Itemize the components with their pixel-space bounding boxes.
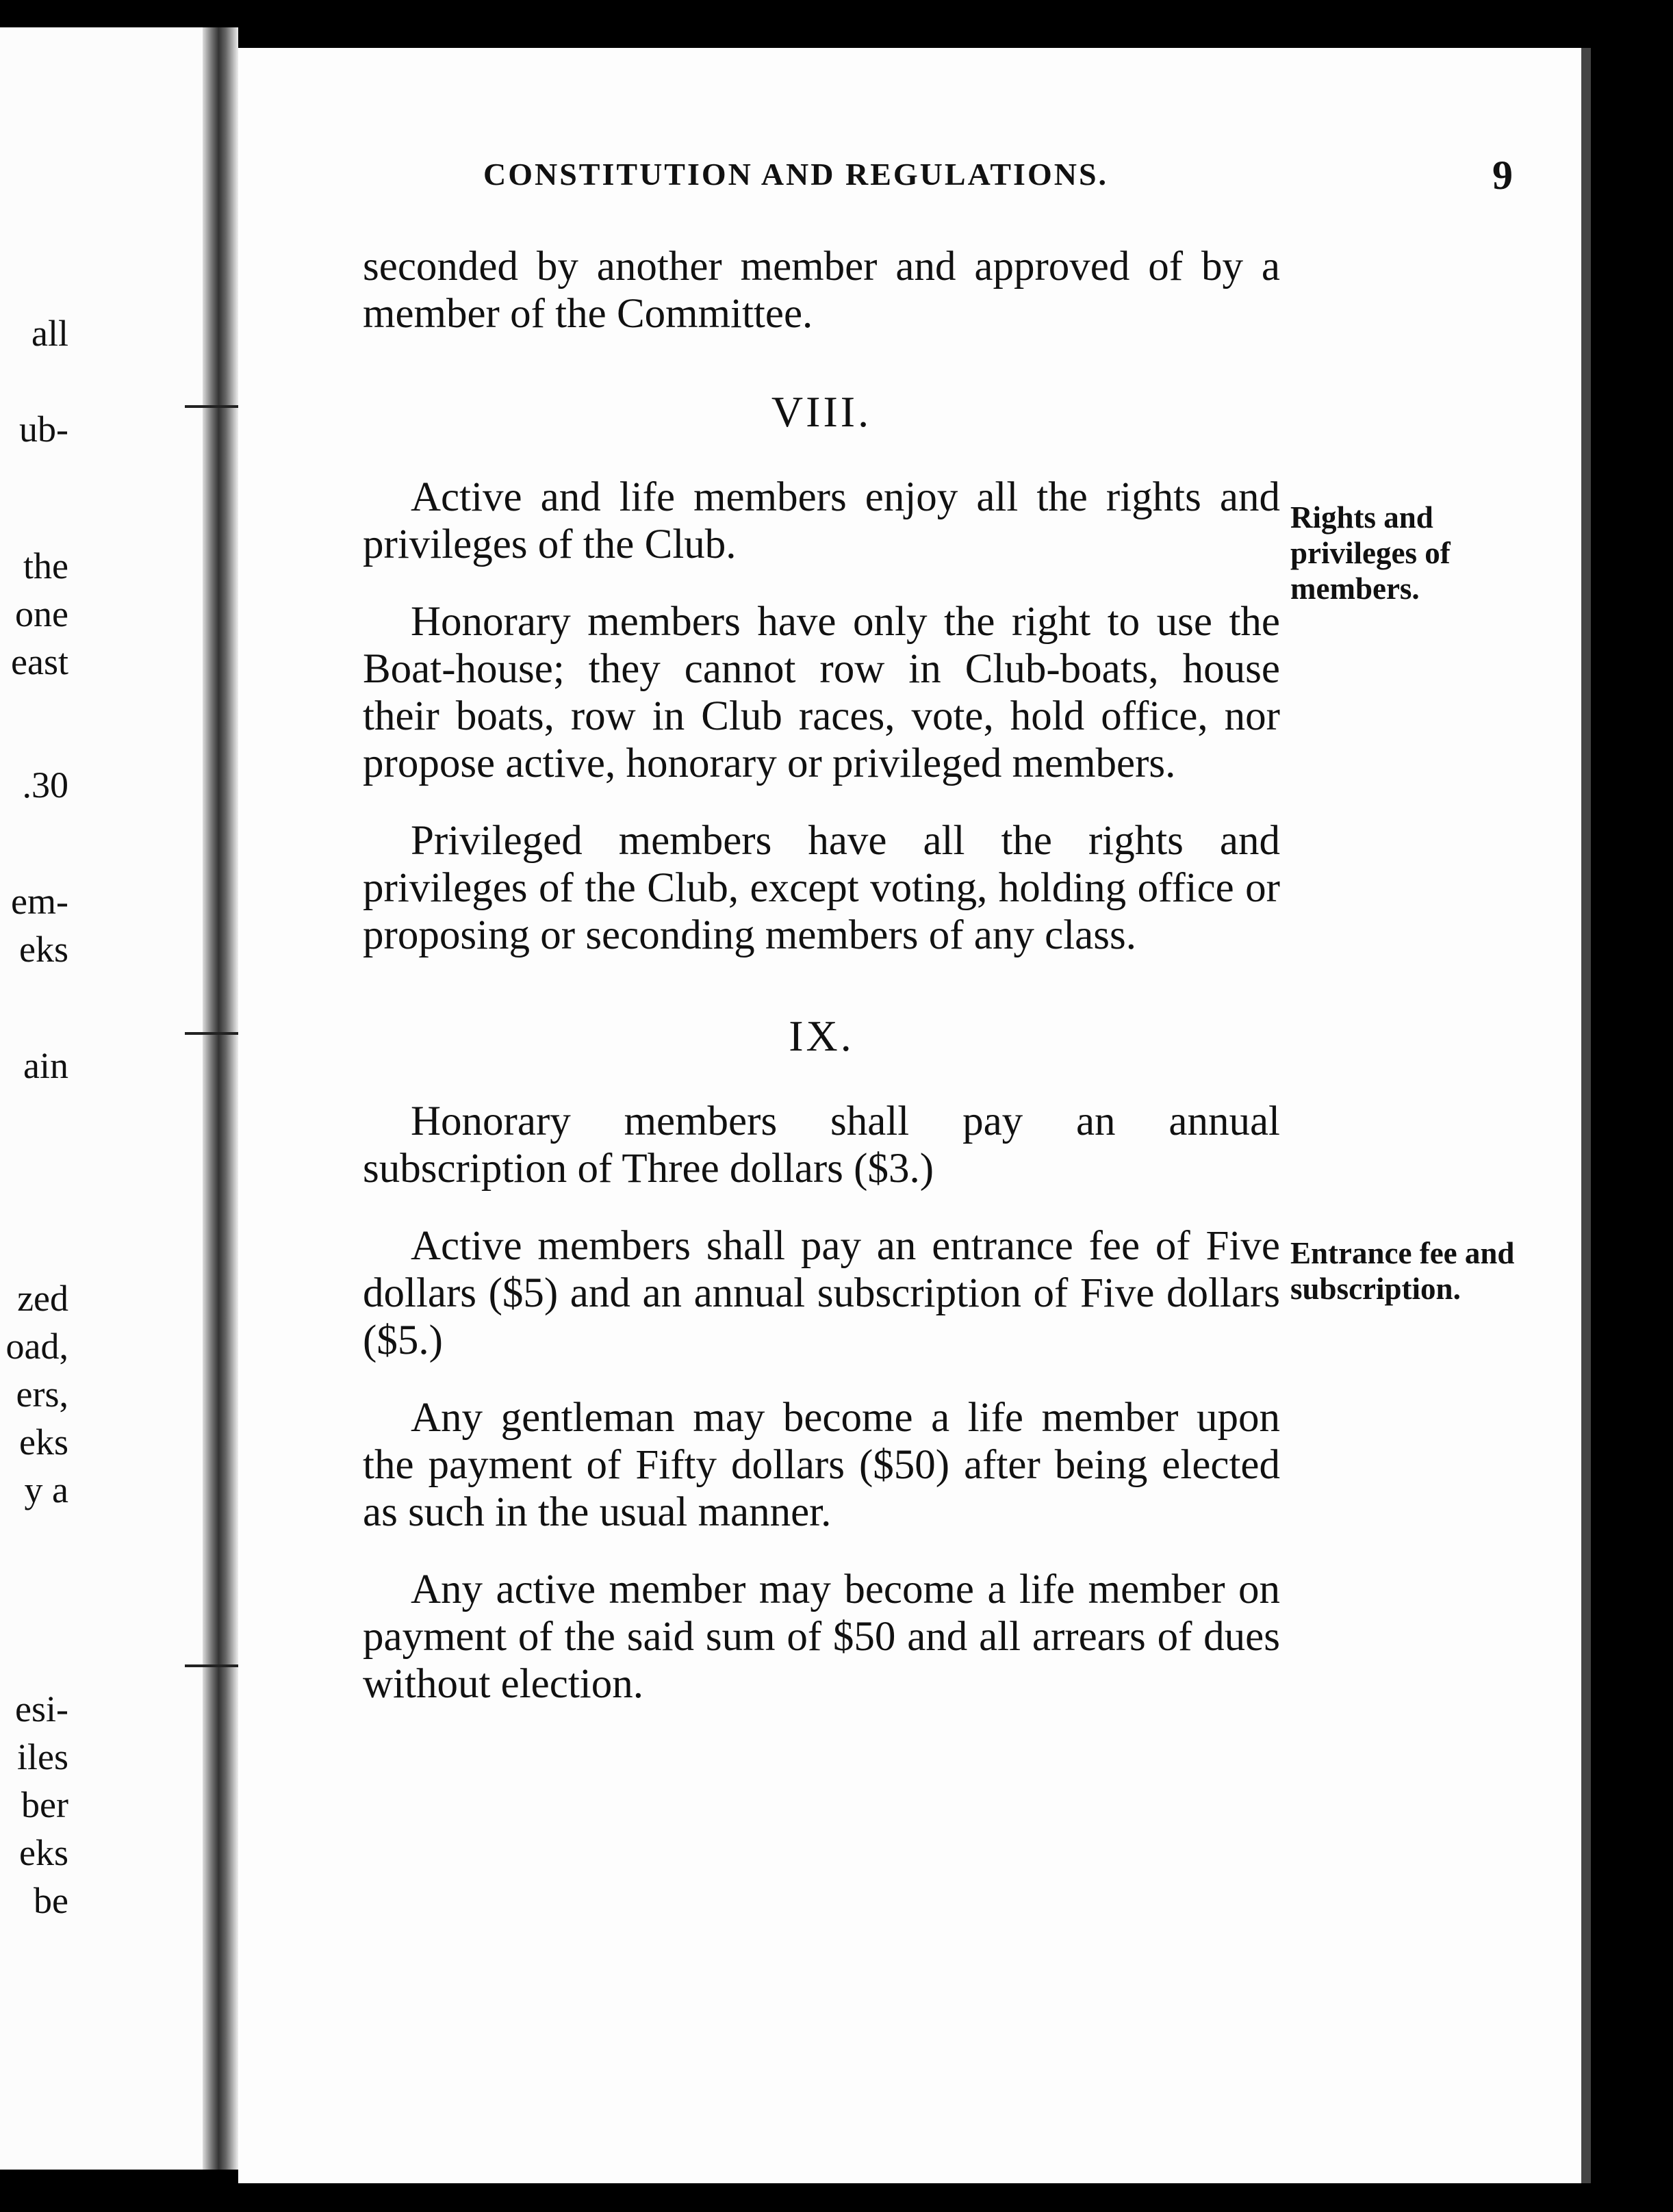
running-title: CONSTITUTION AND REGULATIONS. [483, 157, 1109, 192]
previous-page-fragment: all [31, 313, 68, 354]
previous-page-fragment: .30 [22, 764, 68, 806]
margin-note-fees: Entrance fee and subscription. [1290, 1236, 1515, 1306]
paragraph: Honorary members shall pay an annual subscription of Three dollars ($3.) [363, 1098, 1280, 1192]
previous-page-fragment: eks [19, 929, 68, 970]
paragraph: Honorary members have only the right to use the Boat-house; they cannot row in Club-boats, house their boats, row in Club races, vote, hold office, nor propose active, honorary or privileged members. [363, 599, 1280, 786]
paragraph: Privileged members have all the rights and privileges of the Club, except voting, holding office or proposing or seconding members of any class. [363, 818, 1280, 958]
previous-page-fragment: ers, [16, 1374, 68, 1415]
page-edge-shadow [1581, 48, 1591, 2183]
previous-page-fragment: oad, [5, 1326, 68, 1367]
previous-page-fragment: iles [17, 1736, 68, 1777]
previous-page-fragment: em- [11, 881, 68, 922]
margin-note-rights: Rights and privileges of members. [1290, 500, 1451, 606]
book-spine [203, 27, 238, 2170]
previous-page-fragments [0, 27, 68, 2170]
paragraph: Any active member may become a life member on payment of the said sum of $50 and all arrears of dues without election. [363, 1567, 1280, 1707]
previous-page-fragment: y a [24, 1469, 68, 1510]
section-heading-viii: VIII. [771, 387, 872, 436]
continuation-paragraph: seconded by another member and approved of by a member of the Committee. [363, 244, 1280, 337]
previous-page-fragment: one [15, 593, 68, 634]
previous-page-fragment: eks [19, 1832, 68, 1873]
paragraph: Any gentleman may become a life member upon the payment of Fifty dollars ($50) after being elected as such in the usual manner. [363, 1395, 1280, 1535]
previous-page-fragment: ain [23, 1045, 68, 1086]
previous-page-fragment: zed [17, 1278, 68, 1319]
previous-page-edge [0, 27, 205, 2170]
previous-page-fragment: the [23, 545, 68, 587]
paragraph: Active and life members enjoy all the rights and privileges of the Club. [363, 474, 1280, 567]
previous-page-fragment: be [34, 1880, 68, 1921]
paragraph: Active members shall pay an entrance fee of Five dollars ($5) and an annual subscription of Five dollars ($5.) [363, 1223, 1280, 1363]
page-number: 9 [1492, 153, 1513, 198]
previous-page-fragment: eks [19, 1422, 68, 1463]
previous-page-fragment: esi- [15, 1688, 68, 1729]
previous-page-fragment: east [11, 641, 68, 682]
section-heading-ix: IX. [789, 1012, 854, 1060]
body-text [363, 243, 1280, 1708]
previous-page-fragment: ber [21, 1784, 68, 1825]
previous-page-fragment: ub- [19, 409, 68, 450]
